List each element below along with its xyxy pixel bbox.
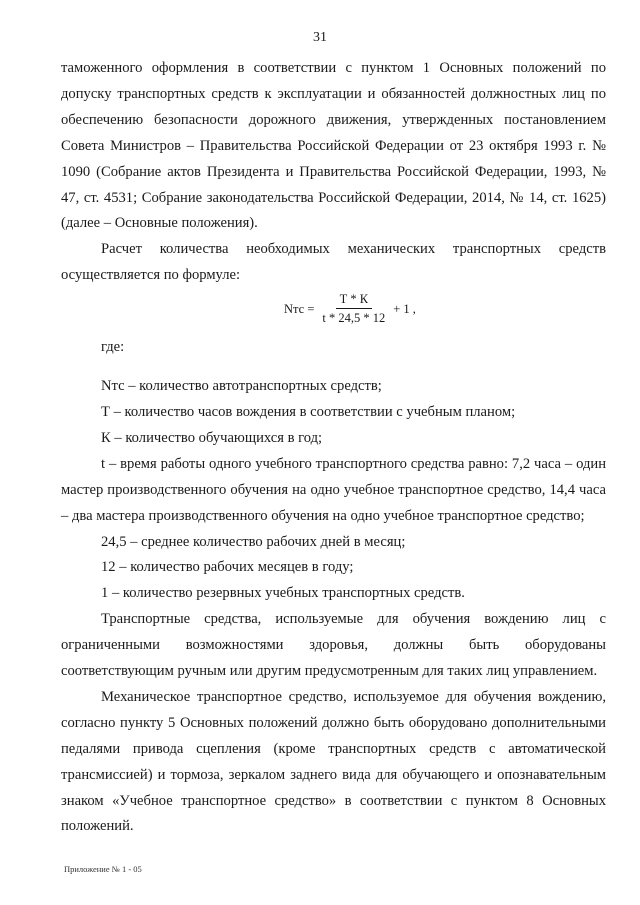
formula-denominator: t * 24,5 * 12 — [322, 311, 386, 326]
document-body — [61, 56, 606, 840]
formula-rhs: + 1 , — [393, 301, 416, 316]
paragraph-accessibility: Транспортные средства, используемые для обучения вождению лиц с ограниченными возможностями здоровья, должны быть оборудованы соответствующим ручным или другим предусмотренным для таких лиц управлением. — [61, 611, 606, 680]
definition-reserve: 1 – количество резервных учебных транспортных средств. — [101, 585, 465, 602]
paragraph-formula-intro: Расчет количества необходимых механических транспортных средств осуществляется по формуле: — [61, 241, 606, 284]
paragraph-intro: таможенного оформления в соответствии с пунктом 1 Основных положений по допуску транспортных средств к эксплуатации и обязанностей должностных лиц по обеспечению безопасности дорожного движения, утвержденных постановлением Совета Министров – Правительства Российской Федерации от 23 октября 1993 г. № 1090 (Собрание актов Президента и Правительства Российской Федерации, 1993, № 47, ст. 4531; Собрание законодательства Российской Федерации, 2014, № 14, ст. 1625) (далее – Основные положения). — [61, 60, 606, 232]
definition-t-time: t – время работы одного учебного транспортного средства равно: 7,2 часа – один мастер производственного обучения на одно учебное транспортное средство, 14,4 часа – два мастера производственного обучения на одно учебное транспортное средство; — [61, 455, 606, 524]
definition-t-hours: Т – количество часов вождения в соответствии с учебным планом; — [101, 403, 516, 420]
definition-months: 12 – количество рабочих месяцев в году; — [101, 559, 354, 576]
definition-ntc: Nтс – количество автотранспортных средств; — [101, 378, 382, 395]
page-number: 31 — [313, 30, 327, 45]
spacer — [61, 361, 606, 374]
footer-label: Приложение № 1 - 05 — [64, 864, 142, 874]
definition-days: 24,5 – среднее количество рабочих дней в месяц; — [101, 533, 406, 550]
formula-row — [61, 289, 606, 335]
formula-fraction — [318, 291, 389, 326]
formula-lhs: Nтс = — [284, 301, 315, 316]
where-label: где: — [101, 339, 125, 356]
definition-k-students: К – количество обучающихся в год; — [101, 429, 323, 446]
formula-numerator: Т * К — [336, 291, 372, 309]
formula — [284, 291, 416, 326]
paragraph-equipment: Механическое транспортное средство, используемое для обучения вождению, согласно пункту 5 Основных положений должно быть оборудовано дополнительными педалями привода сцепления (кроме транспортных средств с автоматической трансмиссией) и тормоза, зеркалом заднего вида для обучающего и опознавательным знаком «Учебное транспортное средство» в соответствии с пунктом 8 Основных положений. — [61, 688, 606, 835]
